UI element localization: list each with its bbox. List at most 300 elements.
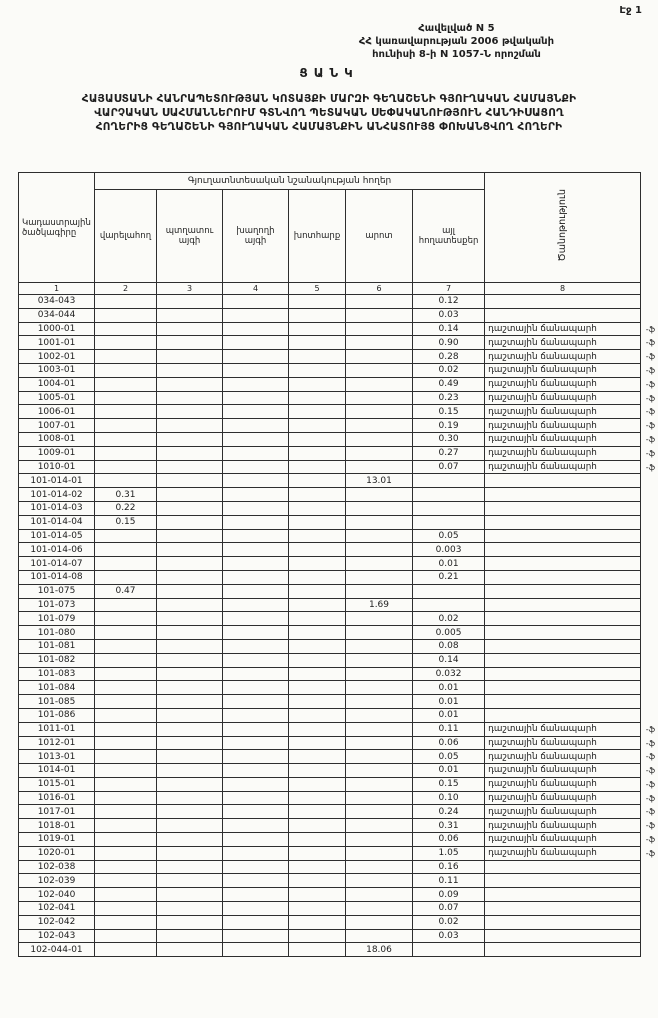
land-value-cell [289,529,346,543]
land-value-cell [223,598,289,612]
cadastral-code-cell: 101-073 [19,598,95,612]
land-value-cell [289,350,346,364]
land-value-cell [289,915,346,929]
land-value-cell: 0.19 [413,419,485,433]
table-row [19,557,641,571]
note-cell [485,943,641,957]
land-value-cell [289,584,346,598]
table-row [19,446,641,460]
note-cell: դաշտային ճանապարհ -ֆ [485,391,641,405]
column-number-3: 3 [157,283,223,295]
table-row [19,474,641,488]
note-cell: դաշտային ճանապարհ -ֆ [485,377,641,391]
land-value-cell [346,902,413,916]
land-value-cell: 0.03 [413,929,485,943]
table-row [19,667,641,681]
note-cell: դաշտային ճանապարհ -ֆ [485,777,641,791]
note-cell [485,667,641,681]
land-value-cell: 0.01 [413,557,485,571]
table-row [19,460,641,474]
land-value-cell: 0.47 [95,584,157,598]
land-value-cell [289,446,346,460]
note-cell [485,515,641,529]
note-cell: դաշտային ճանապարհ -ֆ [485,350,641,364]
note-cell [485,612,641,626]
land-value-cell [223,377,289,391]
margin-mark: -ֆ [645,462,656,472]
land-value-cell [346,667,413,681]
cadastral-code-cell: 1020-01 [19,846,95,860]
table-row [19,432,641,446]
land-value-cell [95,570,157,584]
land-value-cell [157,915,223,929]
land-value-cell [157,460,223,474]
cadastral-code-cell: 101-014-05 [19,529,95,543]
cadastral-code-cell: 101-014-01 [19,474,95,488]
land-value-cell [346,584,413,598]
land-value-cell [223,653,289,667]
note-cell: դաշտային ճանապարհ -ֆ [485,764,641,778]
land-value-cell [289,846,346,860]
table-row [19,846,641,860]
land-value-cell [289,639,346,653]
land-value-cell: 0.27 [413,446,485,460]
land-value-cell [223,695,289,709]
table-row [19,570,641,584]
land-value-cell: 0.12 [413,295,485,309]
land-value-cell [157,377,223,391]
note-cell [485,308,641,322]
land-value-cell [346,833,413,847]
cadastral-code-cell: 1017-01 [19,805,95,819]
land-value-cell [346,695,413,709]
margin-mark: -ֆ [645,338,656,348]
land-value-cell [157,667,223,681]
land-value-cell: 0.11 [413,874,485,888]
table-row [19,543,641,557]
cadastral-code-cell: 1013-01 [19,750,95,764]
land-value-cell [95,681,157,695]
land-value-cell [289,667,346,681]
land-value-cell: 0.02 [413,612,485,626]
land-value-cell [289,543,346,557]
margin-mark: -ֆ [645,807,656,817]
land-value-cell [157,515,223,529]
land-value-cell [346,322,413,336]
cadastral-code-cell: 1015-01 [19,777,95,791]
cadastral-code-cell: 1016-01 [19,791,95,805]
note-cell [485,557,641,571]
land-value-cell [157,295,223,309]
land-value-cell [346,764,413,778]
land-value-cell [346,419,413,433]
land-value-cell [157,308,223,322]
land-value-cell: 0.14 [413,653,485,667]
note-cell [485,929,641,943]
land-value-cell [289,791,346,805]
land-value-cell [95,377,157,391]
land-value-cell [223,391,289,405]
land-value-cell [346,501,413,515]
land-value-cell [223,626,289,640]
cadastral-code-cell: 101-084 [19,681,95,695]
page-number: Էջ 1 [619,5,642,16]
note-cell [485,488,641,502]
land-transfer-table [18,172,656,957]
note-cell [485,915,641,929]
table-row [19,860,641,874]
land-value-cell [95,308,157,322]
land-value-cell: 0.24 [413,805,485,819]
land-value-cell: 0.22 [95,501,157,515]
margin-mark: -ֆ [645,434,656,444]
margin-mark: -ֆ [645,821,656,831]
land-value-cell [223,846,289,860]
land-value-cell [95,943,157,957]
land-value-cell [95,322,157,336]
land-value-cell [346,391,413,405]
header-cadastral-code: Կադաստրային ծածկագիրը [19,173,95,283]
land-value-cell [157,819,223,833]
table-row [19,391,641,405]
land-value-cell: 0.21 [413,570,485,584]
table-row [19,695,641,709]
note-cell: դաշտային ճանապարհ -ֆ [485,819,641,833]
margin-mark: -ֆ [645,365,656,375]
cadastral-code-cell: 102-044-01 [19,943,95,957]
note-cell: դաշտային ճանապարհ -ֆ [485,405,641,419]
land-value-cell [95,336,157,350]
table-row [19,419,641,433]
cadastral-code-cell: 1006-01 [19,405,95,419]
land-value-cell [95,405,157,419]
land-value-cell [95,363,157,377]
land-value-cell [95,432,157,446]
cadastral-code-cell: 101-081 [19,639,95,653]
table-row [19,488,641,502]
land-value-cell [223,460,289,474]
land-value-cell [95,791,157,805]
land-value-cell [289,295,346,309]
land-value-cell [346,888,413,902]
cadastral-code-cell: 102-040 [19,888,95,902]
land-value-cell [157,860,223,874]
land-value-cell [95,419,157,433]
land-value-cell [157,336,223,350]
land-value-cell [95,350,157,364]
land-value-cell [157,446,223,460]
note-cell [485,888,641,902]
table-row [19,653,641,667]
land-value-cell [346,446,413,460]
table-row [19,791,641,805]
header-note [485,173,641,283]
table-row [19,515,641,529]
land-value-cell [223,708,289,722]
land-value-cell [157,626,223,640]
land-value-cell [157,653,223,667]
land-value-cell [95,529,157,543]
land-value-cell [223,570,289,584]
land-value-cell [289,377,346,391]
land-value-cell: 0.30 [413,432,485,446]
margin-mark: -ֆ [645,407,656,417]
header-note-label: Ծանոթություն [556,189,568,262]
table-row [19,529,641,543]
table-row [19,626,641,640]
land-value-cell [95,860,157,874]
note-cell [485,902,641,916]
cadastral-code-cell: 1018-01 [19,819,95,833]
land-value-cell: 0.28 [413,350,485,364]
land-value-cell: 1.05 [413,846,485,860]
note-cell [485,695,641,709]
land-value-cell [157,846,223,860]
note-cell: դաշտային ճանապարհ -ֆ [485,419,641,433]
land-value-cell [346,626,413,640]
land-value-cell [223,929,289,943]
cadastral-code-cell: 1019-01 [19,833,95,847]
note-cell [485,653,641,667]
land-value-cell [289,708,346,722]
land-value-cell [289,653,346,667]
land-value-cell [95,391,157,405]
land-value-cell [346,295,413,309]
land-value-cell [223,474,289,488]
land-value-cell: 0.06 [413,833,485,847]
land-value-cell [289,322,346,336]
land-value-cell [223,515,289,529]
table-row [19,736,641,750]
land-value-cell: 0.15 [413,405,485,419]
note-cell: դաշտային ճանապարհ -ֆ [485,791,641,805]
note-cell [485,681,641,695]
table-row [19,612,641,626]
land-value-cell [157,543,223,557]
note-cell [485,708,641,722]
land-value-cell [223,432,289,446]
land-value-cell [289,833,346,847]
land-value-cell [223,308,289,322]
land-value-cell [95,819,157,833]
land-value-cell [95,929,157,943]
header-orchard: պտղատու այգի [157,190,223,283]
margin-mark: -ֆ [645,393,656,403]
land-value-cell [223,833,289,847]
land-value-cell [289,764,346,778]
land-value-cell [289,681,346,695]
land-value-cell [95,708,157,722]
land-value-cell [346,722,413,736]
land-value-cell: 13.01 [346,474,413,488]
land-value-cell [346,308,413,322]
cadastral-code-cell: 101-075 [19,584,95,598]
land-value-cell [157,874,223,888]
land-value-cell: 0.09 [413,888,485,902]
cadastral-code-cell: 102-038 [19,860,95,874]
land-value-cell [346,681,413,695]
margin-mark: -ֆ [645,793,656,803]
land-value-cell [346,750,413,764]
land-value-cell [157,529,223,543]
land-value-cell [289,363,346,377]
land-value-cell [223,681,289,695]
land-value-cell [223,529,289,543]
note-cell: դաշտային ճանապարհ -ֆ [485,336,641,350]
cadastral-code-cell: 1014-01 [19,764,95,778]
land-value-cell [223,557,289,571]
land-value-cell [95,764,157,778]
cadastral-code-cell: 1001-01 [19,336,95,350]
cadastral-code-cell: 1012-01 [19,736,95,750]
land-value-cell [346,350,413,364]
land-value-cell [95,874,157,888]
land-value-cell: 0.15 [95,515,157,529]
land-value-cell [223,543,289,557]
land-value-cell [157,405,223,419]
note-cell [485,598,641,612]
land-value-cell [223,943,289,957]
land-value-cell: 0.11 [413,722,485,736]
land-value-cell: 0.02 [413,915,485,929]
land-value-cell: 0.08 [413,639,485,653]
cadastral-code-cell: 101-014-04 [19,515,95,529]
table-row [19,322,641,336]
note-cell: դաշտային ճանապարհ -ֆ [485,736,641,750]
cadastral-code-cell: 1007-01 [19,419,95,433]
land-value-cell [413,584,485,598]
land-value-cell [157,722,223,736]
land-value-cell: 0.03 [413,308,485,322]
land-value-cell [157,681,223,695]
land-value-cell: 0.49 [413,377,485,391]
land-value-cell [95,902,157,916]
table-row [19,405,641,419]
land-value-cell [95,557,157,571]
cadastral-code-cell: 102-043 [19,929,95,943]
land-value-cell: 0.90 [413,336,485,350]
land-value-cell [346,777,413,791]
land-value-cell [346,653,413,667]
margin-mark: -ֆ [645,738,656,748]
title-line-1: ՀԱՅԱՍՏԱՆԻ ՀԱՆՐԱՊԵՏՈՒԹՅԱՆ ԿՈՏԱՅՔԻ ՄԱՐԶԻ ԳԵՂԱՇԵՆԻ ԳՅՈՒՂԱԿԱՆ ՀԱՄԱՅՆՔԻ [81,93,577,105]
table-row [19,639,641,653]
land-value-cell [157,639,223,653]
land-value-cell [95,474,157,488]
land-value-cell: 0.01 [413,764,485,778]
land-value-cell: 0.31 [95,488,157,502]
land-value-cell [223,888,289,902]
table-row [19,377,641,391]
note-cell [485,626,641,640]
appendix-title: Հավելված N 5 [418,23,495,34]
note-cell [485,474,641,488]
land-value-cell [95,626,157,640]
land-value-cell [413,943,485,957]
land-value-cell [289,805,346,819]
table-row [19,833,641,847]
table-row [19,750,641,764]
land-value-cell [223,612,289,626]
land-value-cell [157,612,223,626]
land-value-cell [223,363,289,377]
cadastral-code-cell: 1008-01 [19,432,95,446]
table-row [19,722,641,736]
land-value-cell [289,308,346,322]
decree-line-2: հունիսի 8-ի N 1057-Ն որոշման [372,49,541,60]
cadastral-code-cell: 101-014-02 [19,488,95,502]
cadastral-code-cell: 034-044 [19,308,95,322]
table-row [19,943,641,957]
land-value-cell [157,570,223,584]
land-value-cell: 0.01 [413,681,485,695]
land-value-cell [95,639,157,653]
land-value-cell: 0.003 [413,543,485,557]
land-value-cell [223,488,289,502]
land-value-cell: 0.05 [413,529,485,543]
cadastral-code-cell: 034-043 [19,295,95,309]
land-value-cell [157,888,223,902]
land-value-cell [289,570,346,584]
note-cell [485,860,641,874]
land-value-cell [413,501,485,515]
land-value-cell [289,460,346,474]
table-header [19,173,641,295]
land-value-cell [157,805,223,819]
land-value-cell [289,501,346,515]
column-number-1: 1 [19,283,95,295]
table-row [19,915,641,929]
land-value-cell [223,805,289,819]
land-value-cell [95,446,157,460]
cadastral-code-cell: 102-042 [19,915,95,929]
land-value-cell [157,708,223,722]
land-value-cell [289,819,346,833]
land-value-cell [346,570,413,584]
land-value-cell [157,350,223,364]
land-value-cell [289,405,346,419]
land-value-cell [95,722,157,736]
cadastral-code-cell: 1005-01 [19,391,95,405]
land-value-cell [223,736,289,750]
land-value-cell [346,405,413,419]
note-cell: դաշտային ճանապարհ -ֆ [485,722,641,736]
note-cell [485,570,641,584]
cadastral-code-cell: 101-083 [19,667,95,681]
cadastral-code-cell: 101-014-08 [19,570,95,584]
land-value-cell [346,529,413,543]
land-value-cell [157,363,223,377]
note-cell: դաշտային ճանապարհ -ֆ [485,460,641,474]
cadastral-code-cell: 1000-01 [19,322,95,336]
land-value-cell: 0.005 [413,626,485,640]
land-value-cell: 0.01 [413,708,485,722]
land-value-cell [223,405,289,419]
cadastral-code-cell: 101-014-06 [19,543,95,557]
land-value-cell [157,736,223,750]
cadastral-code-cell: 1009-01 [19,446,95,460]
table-row [19,681,641,695]
land-value-cell [95,653,157,667]
land-value-cell [223,446,289,460]
cadastral-code-cell: 101-086 [19,708,95,722]
table-row [19,584,641,598]
cadastral-code-cell: 1002-01 [19,350,95,364]
land-value-cell [346,819,413,833]
land-value-cell [289,474,346,488]
land-value-cell [289,419,346,433]
table-row [19,350,641,364]
